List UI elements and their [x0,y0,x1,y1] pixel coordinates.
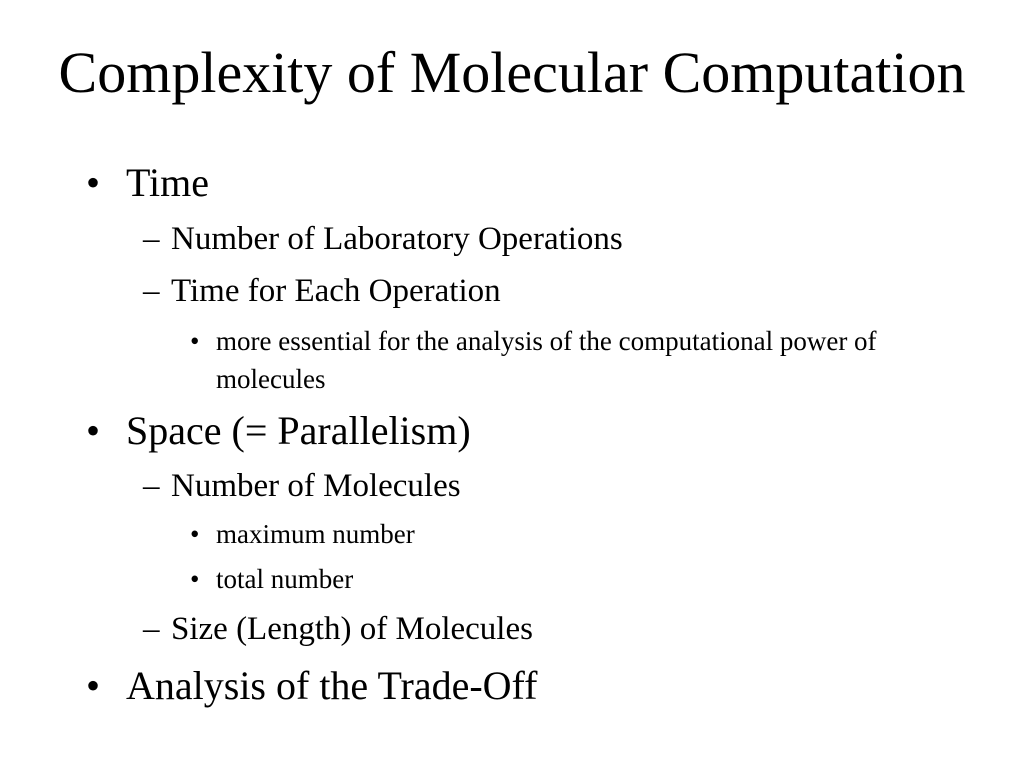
bullet-marker: • [190,326,200,356]
subsubbullet-text: total number [216,564,354,594]
dash-marker: – [143,273,160,309]
bullet-marker: • [86,663,101,708]
subbullet-text: Number of Molecules [171,468,461,504]
subsubbullet-total [190,562,354,596]
bullet-text: Analysis of the Trade-Off [126,663,538,708]
dash-marker: – [143,611,160,647]
bullet-time [86,160,210,206]
subsubbullet-text: more essential for the analysis of the computational power of molecules [216,326,877,394]
subbullet-number-molecules [143,467,461,505]
subbullet-size-molecules [143,610,533,648]
bullet-marker: • [190,519,200,549]
bullet-marker: • [190,564,200,594]
subbullet-text: Number of Laboratory Operations [171,221,623,257]
subbullet-time-each-operation [143,272,501,310]
subbullet-text: Size (Length) of Molecules [171,611,533,647]
bullet-marker: • [86,408,101,453]
bullet-trade-off [86,663,538,709]
subbullet-text: Time for Each Operation [171,273,501,309]
bullet-text: Space (= Parallelism) [126,408,471,453]
bullet-text: Time [126,160,210,205]
subsubbullet-maximum [190,517,415,551]
subbullet-lab-operations [143,220,623,258]
subsubbullet-essential [190,322,936,398]
dash-marker: – [143,468,160,504]
bullet-space [86,408,471,454]
slide-title: Complexity of Molecular Computation [58,40,966,105]
dash-marker: – [143,221,160,257]
subsubbullet-text: maximum number [216,519,415,549]
bullet-marker: • [86,160,101,205]
